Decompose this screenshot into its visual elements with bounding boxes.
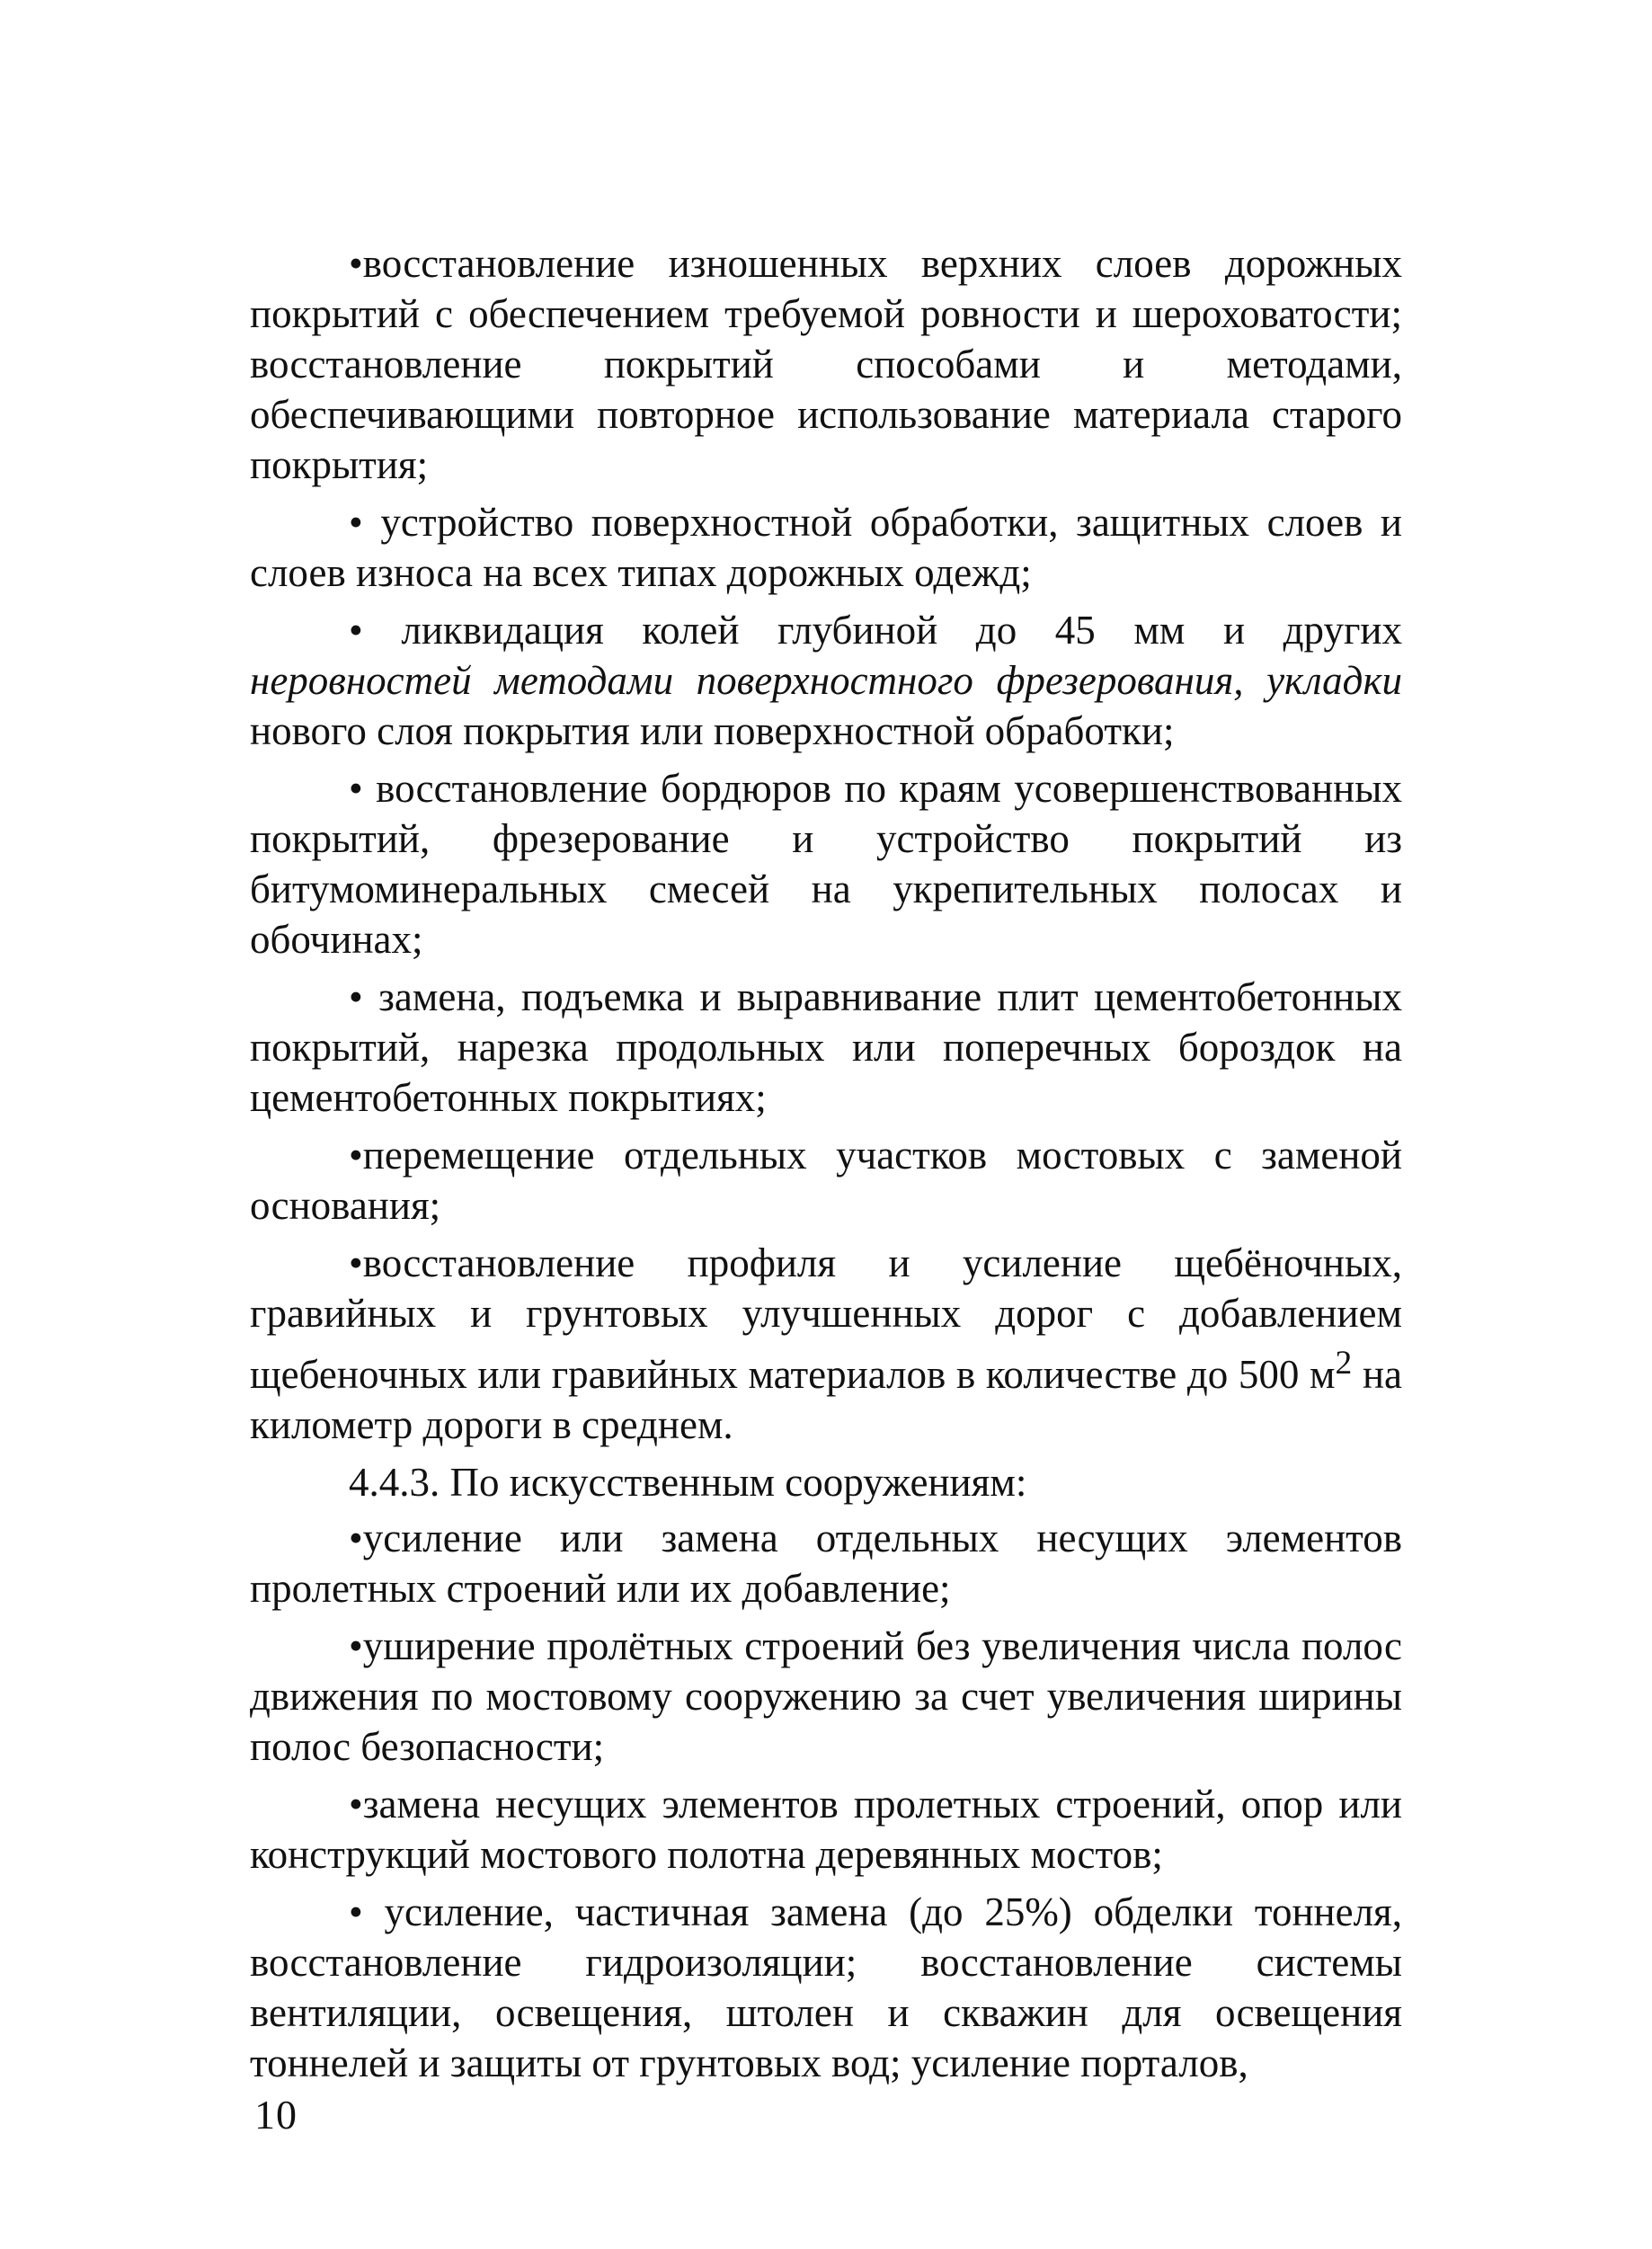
- paragraph-5: • замена, подъемка и выравнивание плит цементобетонных покрытий, нарезка продольных или поперечных бороздок на цементобетонных покрытиях;: [250, 974, 1402, 1120]
- page-number: 10: [254, 2092, 298, 2138]
- paragraph-7-end: на километр дороги в среднем.: [250, 1352, 1402, 1447]
- section-paragraph-1: •усиление или замена отдельных несущих элементов пролетных строений или их добавление;: [250, 1516, 1402, 1611]
- paragraph-7: [250, 1238, 1402, 1450]
- section-paragraph-3: •замена несущих элементов пролетных строений, опор или конструкций мостового полотна деревянных мостов;: [250, 1782, 1402, 1877]
- section-paragraph-2: •уширение пролётных строений без увеличения числа полос движения по мостовому сооружению за счет увеличения ширины полос безопасности;: [250, 1623, 1402, 1769]
- paragraph-3-end: нового слоя покрытия или поверхностной обработки;: [250, 708, 1175, 753]
- paragraph-6: •перемещение отдельных участков мостовых с заменой основания;: [250, 1133, 1402, 1228]
- paragraph-7-start: •восстановление профиля и усиление щебёночных, гравийных и грунтовых улучшенных дорог с добавлением щебеночных или гравийных материалов в количестве до 500 м: [250, 1240, 1402, 1397]
- page-body: [250, 238, 1402, 2095]
- paragraph-3-italic: неровностей методами поверхностного фрезерования, укладки: [250, 658, 1402, 703]
- paragraph-4: • восстановление бордюров по краям усовершенствованных покрытий, фрезерование и устройство покрытий из битумоминеральных смесей на укрепительных полосах и обочинах;: [250, 766, 1402, 962]
- section-heading: 4.4.3. По искусственным сооружениям:: [349, 1460, 1027, 1505]
- paragraph-3: [250, 605, 1402, 756]
- paragraph-2: • устройство поверхностной обработки, защитных слоев и слоев износа на всех типах дорожных одежд;: [250, 500, 1402, 595]
- section-paragraph-4: • усиление, частичная замена (до 25%) обделки тоннеля, восстановление гидроизоляции; восстановление системы вентиляции, освещения, штолен и скважин для освещения тоннелей и защиты от грунтовых вод; усиление порталов,: [250, 1889, 1402, 2085]
- paragraph-3-start: • ликвидация колей глубиной до 45 мм и других: [349, 608, 1402, 653]
- superscript-2: 2: [1335, 1345, 1353, 1382]
- paragraph-1: •восстановление изношенных верхних слоев дорожных покрытий с обеспечением требуемой ровности и шероховатости; восстановление покрытий способами и методами, обеспечивающими повторное использование материала старого покрытия;: [250, 241, 1402, 487]
